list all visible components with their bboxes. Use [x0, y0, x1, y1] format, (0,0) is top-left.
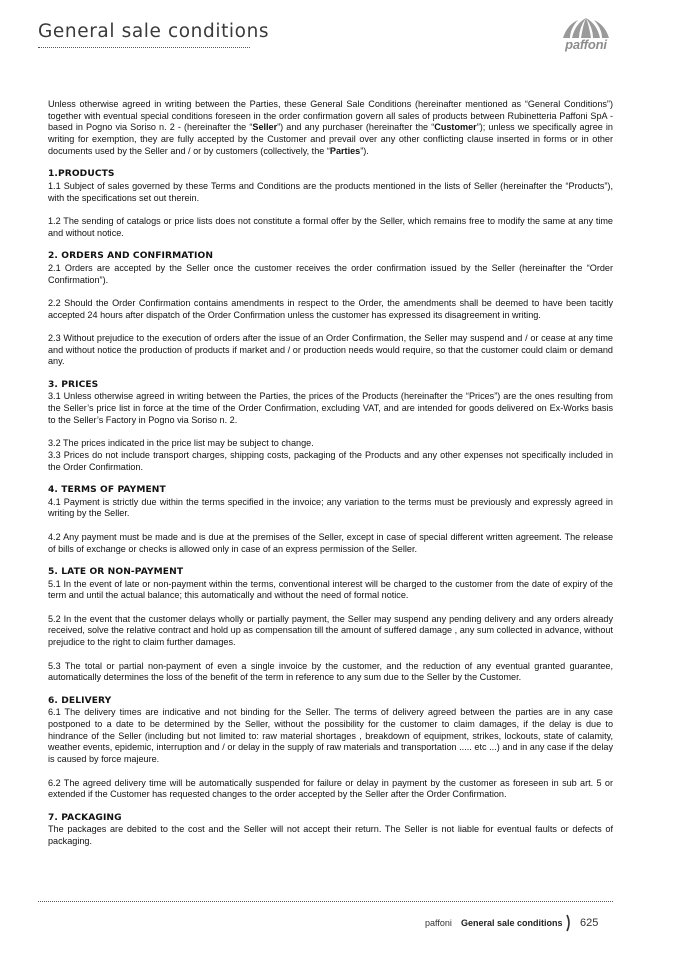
section-heading-delivery: 6. DELIVERY: [48, 695, 112, 706]
clause-5-3: 5.3 The total or partial non-payment of even a single invoice by the customer, and the reduction of any eventual granted guarantee, automatically determines the loss of the benefit of the term in reference to any sum due to the Seller by the Customer.: [48, 660, 613, 683]
clause-3-3: 3.3 Prices do not include transport charges, shipping costs, packaging of the Products and any other expenses not specifically included in the Order Confirmation.: [48, 449, 613, 472]
clause-5-1: 5.1 In the event of late or non-payment within the terms, conventional interest will be charged to the customer from the date of expiry of the term and until the actual balance; this automatically and without the need of formal notice.: [48, 578, 613, 601]
page-number: 625: [580, 917, 599, 929]
seller-term: Seller: [252, 122, 278, 133]
clause-6-2: 6.2 The agreed delivery time will be automatically suspended for failure or delay in payment by the customer as foreseen in sub art. 5 or extended if the Customer has requested changes to the order accepted by the Seller after the Order Confirmation.: [48, 777, 613, 800]
customer-term: Customer: [434, 122, 477, 133]
clause-2-1: 2.1 Orders are accepted by the Seller once the customer receives the order confirmation issued by the Seller (hereinafter the “Order Confirmation”).: [48, 262, 613, 285]
parties-term: Parties: [329, 145, 361, 156]
section-heading-packaging: 7. PACKAGING: [48, 812, 122, 823]
clause-5-2: 5.2 In the event that the customer delays wholly or partially payment, the Seller may suspend any pending delivery and any orders already received, solve the relative contract and hold up as compensation till the amount of suffered damage , any sum collected in advance, without prejudice to the right to claim further damages.: [48, 613, 613, 648]
clause-2-3: 2.3 Without prejudice to the execution of orders after the issue of an Order Confirmation, the Seller may suspend and / or cease at any time and without notice the production of products if market and / or production needs would require, so that the customer could claim or demand any.: [48, 332, 613, 367]
section-heading-products: 1.PRODUCTS: [48, 169, 115, 180]
paffoni-logo: [554, 16, 618, 56]
footer-section-title: General sale conditions: [461, 918, 563, 928]
clause-6-1: 6.1 The delivery times are indicative and not binding for the Seller. The terms of delivery agreed between the parties are in any case postponed to a date to be determined by the Seller, without the possibility for the customer to claim damages, if the delay is due to hindrance of the Seller (including but not limited to: raw material shortages , breakdown of equipment, strikes, lockouts, state of calamity, weather events, epidemic, interruption and / or delay in the supply of raw materials and transportation ..... etc ...) and in any case if the delay is caused by force majeure.: [48, 707, 613, 765]
footer-dotted-rule: [38, 901, 613, 902]
clause-1-1: 1.1 Subject of sales governed by these Terms and Conditions are the products mentioned in the lists of Seller (hereinafter the “Products”), with the specifications set out therein.: [48, 180, 613, 203]
section-heading-late-payment: 5. LATE OR NON-PAYMENT: [48, 566, 184, 577]
clause-3-2: 3.2 The prices indicated in the price list may be subject to change.: [48, 438, 314, 449]
clause-4-1: 4.1 Payment is strictly due within the terms specified in the invoice; any variation to the terms must be previously and expressly agreed in writing by the Seller.: [48, 496, 613, 519]
clause-3-1: 3.1 Unless otherwise agreed in writing between the Parties, the prices of the Products (hereinafter the “Prices”) are the ones resulting from the Seller’s price list in force at the time of the Order Confirmation, excluding VAT, and are intended for goods delivered on Ex-Works basis to the Seller’s Factory in Pogno via Soriso n. 2.: [48, 391, 613, 425]
clause-2-2: 2.2 Should the Order Confirmation contains amendments in respect to the Order, the amendments shall be deemed to have been tacitly accepted 24 hours after dispatch of the Order Confirmation unless the customer has expressed its disagreement in writing.: [48, 297, 613, 320]
title-dotted-rule: [38, 47, 250, 48]
sale-conditions-body: [48, 99, 613, 848]
intro-paragraph: Unless otherwise agreed in writing between the Parties, these General Sale Conditions (hereinafter mentioned as “General Conditions”) together with eventual special conditions foreseen in the order confirmation govern all sales of products between Rubinetteria Paffoni SpA - based in Pogno via Soriso n. 2 - (hereinafter the “Seller”) and any purchaser (hereinafter the “Customer”); unless we specifically agree in writing for exemption, they are fully accepted by the Customer and prevail over any other conflicting clause inserted in forms or in other documents used by the Seller and / or by customers (collectively, the “Parties”).: [48, 99, 613, 156]
clause-1-2: 1.2 The sending of catalogs or price lists does not constitute a formal offer by the Seller, which remains free to modify the same at any time and without notice.: [48, 216, 613, 238]
clause-7: The packages are debited to the cost and the Seller will not accept their return. The Seller is not liable for eventual faults or defects of packaging.: [48, 824, 613, 847]
section-heading-prices: 3. PRICES: [48, 379, 99, 390]
logo-wordmark: paffoni: [565, 37, 607, 52]
section-heading-payment: 4. TERMS OF PAYMENT: [48, 485, 166, 496]
footer-bracket-icon: [566, 914, 572, 932]
clause-4-2: 4.2 Any payment must be made and is due at the premises of the Seller, except in case of special different written agreement. The release of bills of exchange or checks is allowed only in case of an express permission of the Seller.: [48, 531, 613, 554]
footer-brand: paffoni: [425, 918, 452, 928]
section-heading-orders: 2. ORDERS AND CONFIRMATION: [48, 251, 214, 262]
page-title: General sale conditions: [38, 21, 270, 42]
